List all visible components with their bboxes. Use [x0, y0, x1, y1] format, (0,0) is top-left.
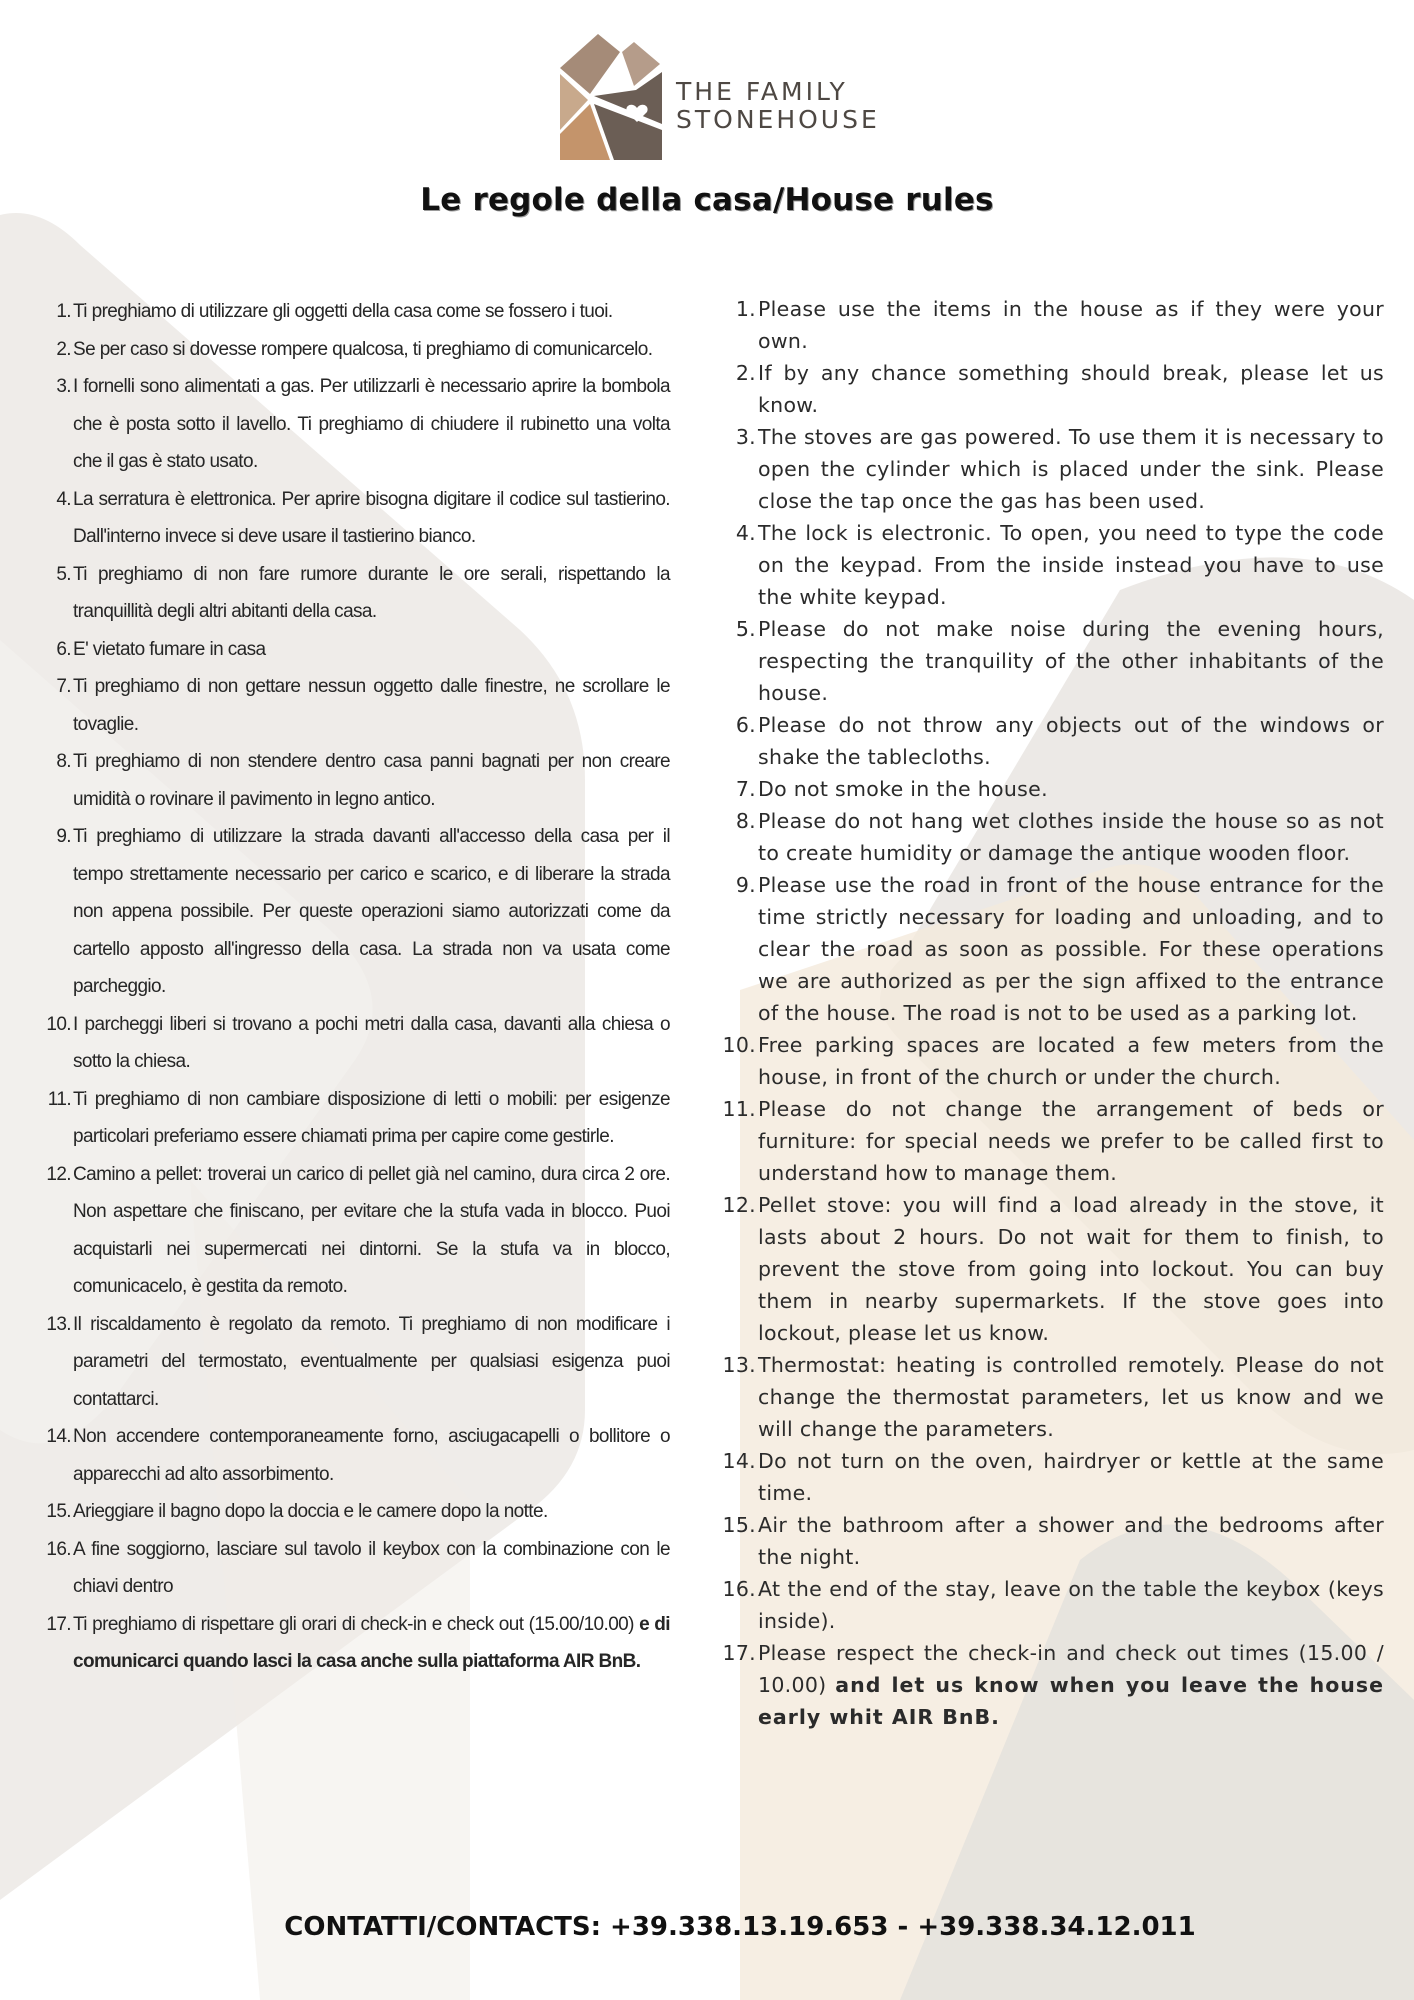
- rule-en-15: [722, 1509, 1384, 1573]
- rule-text: Do not smoke in the house.: [758, 777, 1048, 801]
- rule-it-3: [40, 368, 670, 481]
- rule-en-3: [728, 421, 1384, 517]
- rule-text: The lock is electronic. To open, you need to type the code on the keypad. From the inside instead you have to use the white keypad.: [758, 521, 1384, 609]
- rules-italian-list: [40, 293, 670, 1681]
- rule-it-5: [40, 556, 670, 631]
- rule-it-11: [40, 1081, 670, 1156]
- rule-text: Arieggiare il bagno dopo la doccia e le camere dopo la notte.: [73, 1501, 548, 1522]
- rule-en-7: [728, 773, 1384, 805]
- rule-number: 7.: [735, 777, 756, 801]
- rule-text: Please do not change the arrangement of beds or furniture: for special needs we prefer to be called first to understand how to manage them.: [758, 1097, 1384, 1185]
- rule-text: Please do not make noise during the evening hours, respecting the tranquility of the other inhabitants of the house.: [758, 617, 1384, 705]
- rule-en-12: [722, 1189, 1384, 1349]
- rule-number: 9.: [735, 873, 756, 897]
- rule-text: A fine soggiorno, lasciare sul tavolo il keybox con la combinazione con le chiavi dentro: [73, 1538, 670, 1597]
- rule-number: 5.: [56, 563, 71, 585]
- rule-text: Ti preghiamo di utilizzare la strada davanti all'accesso della casa per il tempo strettamente necessario per carico e scarico, e di liberare la strada non appena possibile. Per queste operazioni siamo autorizzati come da cartello apposto all'ingresso della casa. La strada non va usata come parcheggio.: [73, 826, 670, 997]
- rule-it-7: [40, 668, 670, 743]
- contacts-footer: CONTATTI/CONTACTS: +39.338.13.19.653 - +39.338.34.12.011: [284, 1912, 1196, 1942]
- rule-en-16: [722, 1573, 1384, 1637]
- brand-line-2: STONEHOUSE: [676, 105, 880, 134]
- rule-it-10: [40, 1006, 670, 1081]
- rule-it-17: [40, 1606, 670, 1681]
- rule-text: Pellet stove: you will find a load already in the stove, it lasts about 2 hours. Do not wait for them to finish, to prevent the stove from going into lockout. You can buy them in nearby supermarkets. If the stove goes into lockout, please let us know.: [758, 1193, 1384, 1345]
- rule-text: [758, 1637, 1384, 1733]
- rule-number: 15.: [46, 1501, 71, 1522]
- rule-en-14: [722, 1445, 1384, 1509]
- rule-text: At the end of the stay, leave on the table the keybox (keys inside).: [758, 1577, 1384, 1633]
- rule-it-15: [40, 1493, 670, 1531]
- rule-text-plain: Please respect the check-in and check out times (15.00 / 10.00): [758, 1641, 1384, 1697]
- rule-text: Air the bathroom after a shower and the bedrooms after the night.: [758, 1513, 1384, 1569]
- rule-number: 3.: [735, 425, 756, 449]
- rule-number: 2.: [735, 361, 756, 385]
- rule-number: 13.: [722, 1353, 756, 1377]
- rule-text: Ti preghiamo di non stendere dentro casa panni bagnati per non creare umidità o rovinare il pavimento in legno antico.: [73, 751, 670, 810]
- rule-number: 8.: [56, 751, 71, 772]
- rule-number: 17.: [722, 1641, 756, 1665]
- brand-line-1: THE FAMILY: [676, 77, 848, 106]
- rule-number: 16.: [46, 1538, 71, 1560]
- rule-number: 4.: [735, 521, 756, 545]
- rule-number: 8.: [735, 809, 756, 833]
- rule-number: 1.: [56, 301, 71, 322]
- rule-text: Free parking spaces are located a few meters from the house, in front of the church or under the church.: [758, 1033, 1384, 1089]
- rule-en-13: [722, 1349, 1384, 1445]
- rule-en-2: [728, 357, 1384, 421]
- rule-number: 9.: [56, 826, 71, 847]
- rule-text: Please use the road in front of the house entrance for the time strictly necessary for loading and unloading, and to clear the road as soon as possible. For these operations we are authorized as per the sign affixed to the entrance of the house. The road is not to be used as a parking lot.: [758, 873, 1384, 1025]
- rule-number: 14.: [46, 1426, 71, 1447]
- rule-en-4: [728, 517, 1384, 613]
- rule-number: 13.: [46, 1313, 71, 1335]
- rule-it-1: [40, 293, 670, 331]
- rule-text: Non accendere contemporaneamente forno, asciugacapelli o bollitore o apparecchi ad alto assorbimento.: [73, 1426, 670, 1485]
- rules-english-column: [722, 293, 1384, 1733]
- rule-en-1: [728, 293, 1384, 357]
- rule-number: 2.: [56, 338, 71, 360]
- rule-it-8: [40, 743, 670, 818]
- rule-text: Il riscaldamento è regolato da remoto. Ti preghiamo di non modificare i parametri del termostato, eventualmente per qualsiasi esigenza puoi contattarci.: [73, 1313, 670, 1410]
- rule-text: Ti preghiamo di non fare rumore durante le ore serali, rispettando la tranquillità degli altri abitanti della casa.: [73, 563, 670, 622]
- rule-en-9: [728, 869, 1384, 1029]
- brand-name: [676, 78, 880, 134]
- rule-it-13: [40, 1306, 670, 1419]
- rule-text: Ti preghiamo di utilizzare gli oggetti della casa come se fossero i tuoi.: [73, 301, 613, 322]
- rule-number: 15.: [722, 1513, 756, 1537]
- rule-text: Camino a pellet: troverai un carico di pellet già nel camino, dura circa 2 ore. Non aspettare che finiscano, per evitare che la stufa vada in blocco. Puoi acquistarli nei supermercati nei dintorni. Se la stufa va in blocco, comunicacelo, è gestita da remoto.: [73, 1163, 670, 1297]
- rules-italian-column: [40, 293, 670, 1681]
- rule-it-16: [40, 1531, 670, 1606]
- rule-number: 5.: [735, 617, 756, 641]
- rule-text: I parcheggi liberi si trovano a pochi metri dalla casa, davanti alla chiesa o sotto la chiesa.: [73, 1013, 670, 1072]
- rules-english-list: [722, 293, 1384, 1733]
- rule-en-5: [728, 613, 1384, 709]
- rule-number: 11.: [722, 1097, 756, 1121]
- rule-en-10: [722, 1029, 1384, 1093]
- rule-text: I fornelli sono alimentati a gas. Per utilizzarli è necessario aprire la bombola che è posta sotto il lavello. Ti preghiamo di chiudere il rubinetto una volta che il gas è stato usato.: [73, 376, 670, 472]
- stonehouse-logo-icon: [550, 34, 666, 160]
- rule-number: 11.: [47, 1088, 71, 1110]
- rule-text: [73, 1606, 670, 1681]
- rule-text: Do not turn on the oven, hairdryer or kettle at the same time.: [758, 1449, 1384, 1505]
- rule-number: 17.: [46, 1613, 71, 1635]
- rule-text: La serratura è elettronica. Per aprire bisogna digitare il codice sul tastierino. Dall'interno invece si deve usare il tastierino bianco.: [73, 488, 670, 547]
- rule-number: 10.: [46, 1013, 71, 1035]
- rule-it-14: [40, 1418, 670, 1493]
- rule-number: 4.: [56, 488, 71, 510]
- rule-number: 6.: [56, 638, 71, 660]
- rule-it-4: [40, 481, 670, 556]
- rule-en-11: [722, 1093, 1384, 1189]
- rule-number: 14.: [722, 1449, 756, 1473]
- rule-text: Ti preghiamo di non gettare nessun oggetto dalle finestre, ne scrollare le tovaglie.: [73, 676, 670, 735]
- brand-logo: [550, 34, 910, 160]
- rule-number: 7.: [56, 676, 71, 697]
- rule-number: 12.: [46, 1163, 71, 1185]
- rule-text-plain: Ti preghiamo di rispettare gli orari di check-in e check out (15.00/10.00): [73, 1613, 640, 1635]
- rule-number: 1.: [735, 297, 756, 321]
- rule-text: Please use the items in the house as if they were your own.: [758, 297, 1384, 353]
- rule-text-bold: e di comunicarci quando lasci la casa anche sulla piattaforma AIR BnB.: [73, 1613, 670, 1672]
- rule-en-17: [722, 1637, 1384, 1733]
- rule-number: 10.: [722, 1033, 756, 1057]
- rule-number: 16.: [722, 1577, 756, 1601]
- rule-text: If by any chance something should break, please let us know.: [758, 361, 1384, 417]
- rule-text: Please do not throw any objects out of the windows or shake the tablecloths.: [758, 713, 1384, 769]
- rule-text: Ti preghiamo di non cambiare disposizione di letti o mobili: per esigenze particolari preferiamo essere chiamati prima per capire come gestirle.: [73, 1088, 670, 1147]
- rule-en-6: [728, 709, 1384, 773]
- rule-it-2: [40, 331, 670, 369]
- rule-text: Se per caso si dovesse rompere qualcosa, ti preghiamo di comunicarcelo.: [73, 338, 653, 360]
- rule-text: Please do not hang wet clothes inside the house so as not to create humidity or damage the antique wooden floor.: [758, 809, 1384, 865]
- rule-text: Thermostat: heating is controlled remotely. Please do not change the thermostat parameters, let us know and we will change the parameters.: [758, 1353, 1384, 1441]
- rule-text: E' vietato fumare in casa: [73, 638, 266, 660]
- page-title: Le regole della casa/House rules: [420, 182, 994, 218]
- rule-number: 3.: [56, 376, 71, 397]
- rule-number: 6.: [735, 713, 756, 737]
- rule-en-8: [728, 805, 1384, 869]
- rule-text-bold: and let us know when you leave the house early whit AIR BnB.: [758, 1673, 1384, 1729]
- rule-it-12: [40, 1156, 670, 1306]
- rule-number: 12.: [722, 1193, 756, 1217]
- rule-it-6: [40, 631, 670, 669]
- rule-it-9: [40, 818, 670, 1006]
- rule-text: The stoves are gas powered. To use them it is necessary to open the cylinder which is placed under the sink. Please close the tap once the gas has been used.: [758, 425, 1384, 513]
